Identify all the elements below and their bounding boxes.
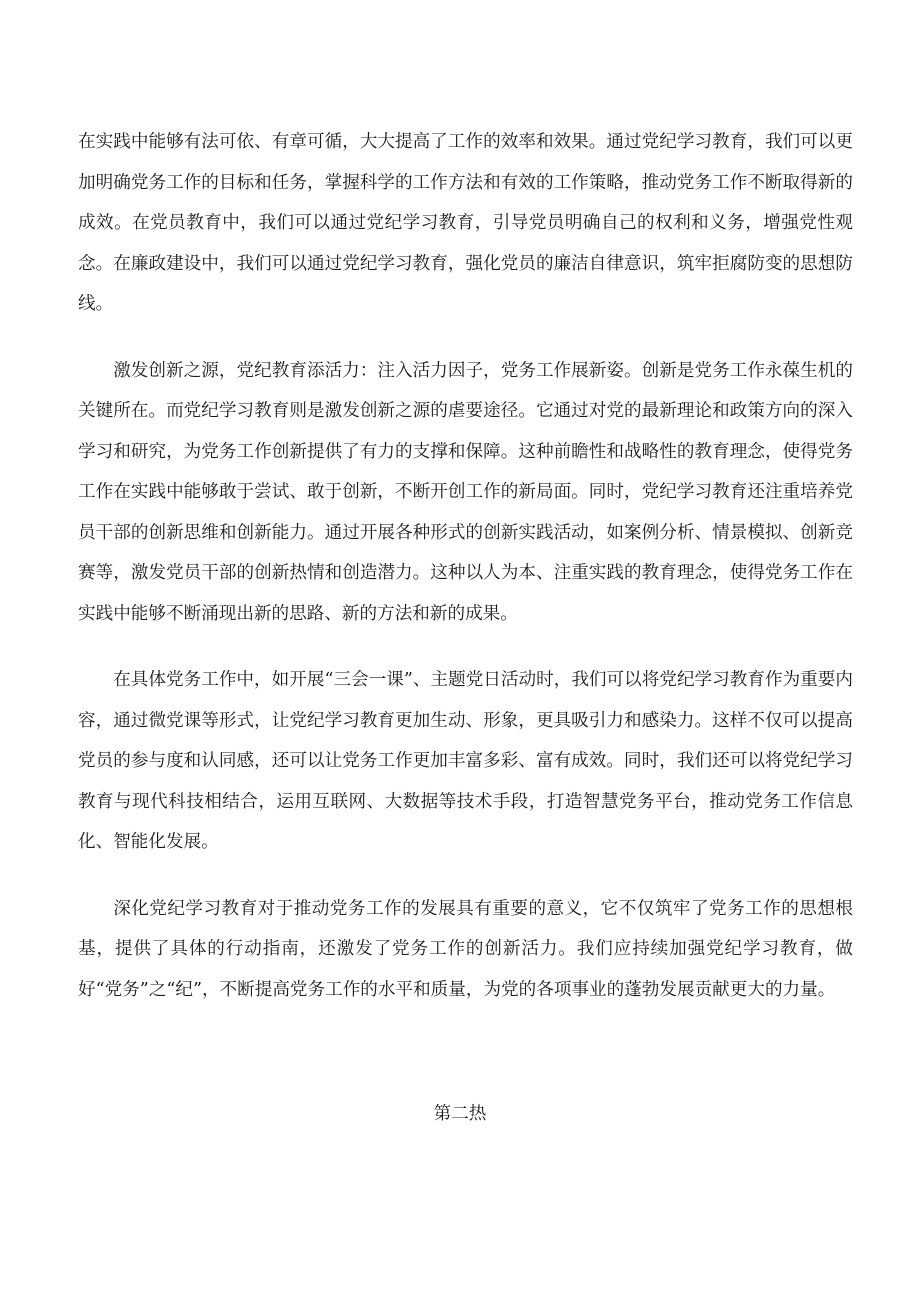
paragraph-2: 激发创新之源，党纪教育添活力：注入活力因子，党务工作展新姿。创新是党务工作永葆生机的关键所在。而党纪学习教育则是激发创新之源的虐要途径。它通过对党的最新理论和政策方向的深入学习和研究，为党务工作创新提供了有力的支撑和保障。这种前瞻性和战略性的教育理念，使得党务工作在实践中能够敢于尝试、敢于创新，不断开创工作的新局面。同时，党纪学习教育还注重培养党员干部的创新思维和创新能力。通过开展各种形式的创新实践活动，如案例分析、情景模拟、创新竞赛等，激发党员干部的创新热情和创造潜力。这种以人为本、注重实践的教育理念，使得党务工作在实践中能够不断涌现出新的思路、新的方法和新的成果。: [78, 360, 853, 624]
paragraph-4: 深化党纪学习教育对于推动党务工作的发展具有重要的意义，它不仅筑牢了党务工作的思想根基，提供了具体的行动指南，还激发了党务工作的创新活力。我们应持续加强党纪学习教育，做好“党务”之“纪”，不断提高党务工作的水平和质量，为党的各项事业的蓬勃发展贡献更大的力量。: [78, 898, 853, 1000]
paragraph-gap: [78, 863, 853, 889]
paragraph-gap: [78, 325, 853, 351]
section-heading: 第二热: [433, 1104, 487, 1124]
paragraph-1: 在实践中能够有法可依、有章可循，大大提高了工作的效率和效果。通过党纪学习教育，我们可以更加明确党务工作的目标和任务，掌握科学的工作方法和有效的工作策略，推动党务工作不断取得新的成效。在党员教育中，我们可以通过党纪学习教育，引导党员明确自己的权利和义务，增强党性观念。在廉政建设中，我们可以通过党纪学习教育，强化党员的廉洁自律意识，筑牢拒腐防变的思想防线。: [78, 132, 853, 314]
paragraph-3: 在具体党务工作中，如开展“三会一课”、主题党日活动时，我们可以将党纪学习教育作为重要内容，通过微党课等形式，让党纪学习教育更加生动、形象，更具吸引力和感染力。这样不仅可以提高党员的参与度和认同感，还可以让党务工作更加丰富多彩、富有成效。同时，我们还可以将党纪学习教育与现代科技相结合，运用互联网、大数据等技术手段，打造智慧党务平台，推动党务工作信息化、智能化发展。: [78, 670, 853, 852]
paragraph-gap: [78, 634, 853, 660]
document-body: [78, 122, 853, 1010]
